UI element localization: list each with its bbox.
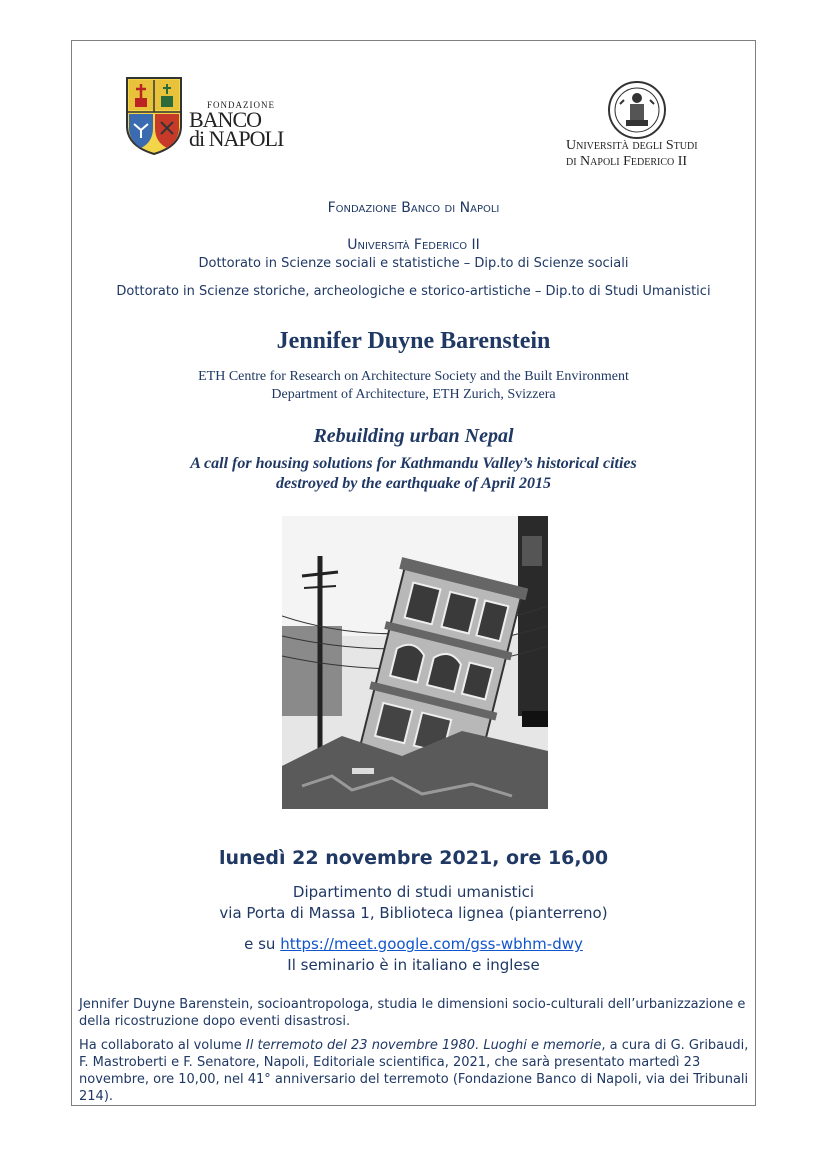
- speaker-name: Jennifer Duyne Barenstein: [276, 328, 551, 354]
- language-note: Il seminario è in italiano e inglese: [287, 956, 540, 974]
- venue-line-1: Dipartimento di studi umanistici: [292, 883, 535, 901]
- talk-subtitle-1: A call for housing solutions for Kathmandu Valley’s historical cities: [190, 455, 637, 472]
- fondazione-logo: [125, 76, 285, 156]
- unina-line2: di Napoli Federico II: [566, 154, 688, 169]
- universita-heading: Università Federico II: [347, 237, 480, 253]
- speaker-affiliation-2: Department of Architecture, ETH Zurich, Svizzera: [271, 387, 556, 402]
- talk-title: Rebuilding urban Nepal: [313, 425, 514, 447]
- logo-banco-text: BANCO: [189, 107, 262, 132]
- shield-icon: [125, 76, 183, 156]
- dottorato-line-1: Dottorato in Scienze sociali e statistiche – Dip.to di Scienze sociali: [198, 256, 629, 271]
- bio-p2-start: Ha collaborato al volume: [79, 1038, 246, 1053]
- unina-logo: [562, 80, 712, 180]
- unina-line1: Università degli Studi: [566, 138, 698, 153]
- online-row: [71, 935, 756, 953]
- talk-subtitle-2: destroyed by the earthquake of April 2015: [276, 475, 551, 492]
- fondazione-heading: Fondazione Banco di Napoli: [327, 200, 500, 216]
- online-prefix: e su: [244, 935, 281, 953]
- venue-line-2: via Porta di Massa 1, Biblioteca lignea (pianterreno): [219, 904, 608, 922]
- bio-p2-end: , a cura di G. Gribaudi, F. Mastroberti e F. Senatore, Napoli, Editoriale scientifica, 2021, che sarà presentato martedì 23 novembre, ore 10,00, nel 41° anniversario del terremoto (Fondazione Banco di Napoli, via dei Tribunali 214).: [79, 1038, 749, 1104]
- bio-paragraph-2: [79, 1037, 751, 1105]
- earthquake-photo: [282, 516, 548, 809]
- logo-napoli-text: di NAPOLI: [189, 126, 284, 151]
- dottorato-line-2: Dottorato in Scienze storiche, archeologiche e storico-artistiche – Dip.to di Studi Umanistici: [116, 284, 711, 299]
- logo-small-text: FONDAZIONE: [207, 100, 275, 110]
- meet-link[interactable]: https://meet.google.com/gss-wbhm-dwy: [280, 935, 583, 953]
- bio-paragraph-1: Jennifer Duyne Barenstein, socioantropologa, studia le dimensioni socio-culturali dell’urbanizzazione e della ricostruzione dopo eventi disastrosi.: [79, 997, 746, 1029]
- event-date: lunedì 22 novembre 2021, ore 16,00: [218, 847, 609, 869]
- book-title: Il terremoto del 23 novembre 1980. Luoghi e memorie: [245, 1038, 602, 1053]
- speaker-affiliation-1: ETH Centre for Research on Architecture Society and the Built Environment: [198, 369, 629, 384]
